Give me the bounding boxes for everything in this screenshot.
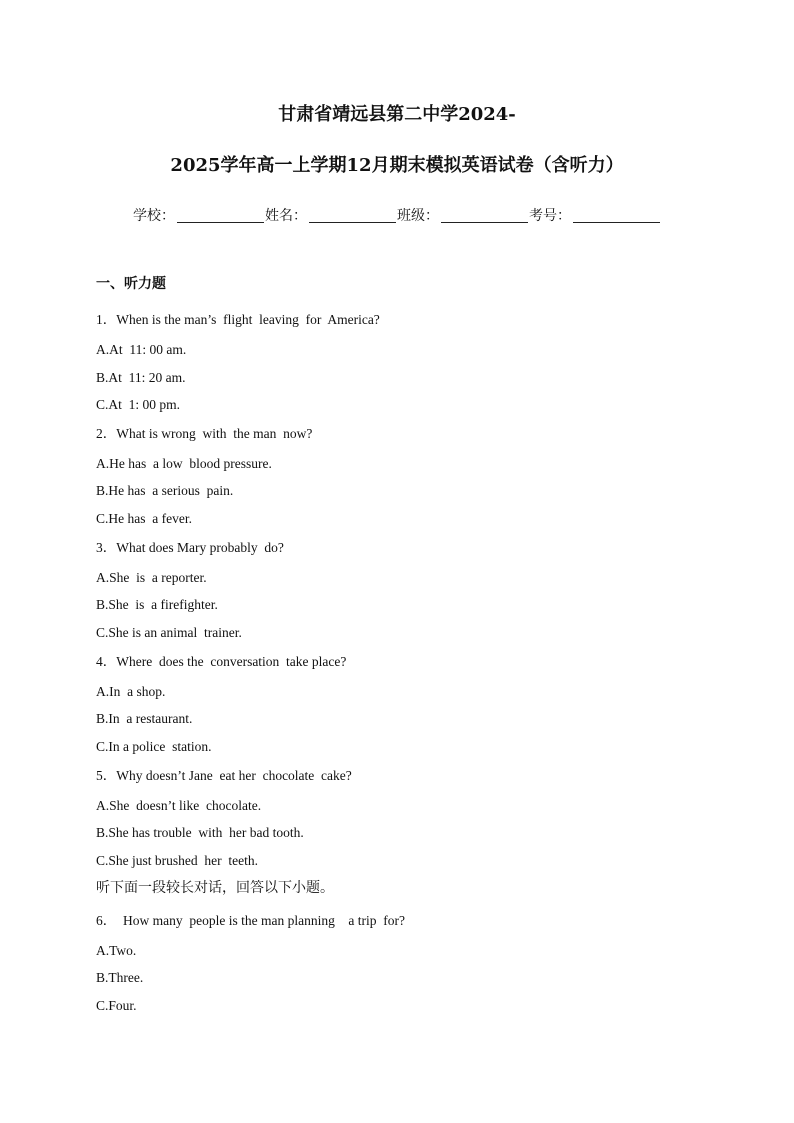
school-blank[interactable] <box>177 208 264 223</box>
question-6: 6． How many people is the man planning a trip for? <box>96 913 405 928</box>
school-field <box>133 205 265 225</box>
q3-option-b: B.She is a firefighter. <box>96 597 218 612</box>
name-blank[interactable] <box>309 208 396 223</box>
q1-option-a: A.At 11: 00 am. <box>96 342 187 357</box>
q1-option-c: C.At 1: 00 pm. <box>96 397 181 412</box>
q3-option-c: C.She is an animal trainer. <box>96 625 242 640</box>
q5-option-a: A.She doesn’t like chocolate. <box>96 798 262 813</box>
exam-title-line-1: 甘肃省靖远县第二中学2024- <box>278 104 516 125</box>
question-2: 2．What is wrong with the man now? <box>96 426 313 441</box>
class-field <box>397 205 529 225</box>
school-label: 学校： <box>133 208 175 224</box>
exam-number-field <box>529 205 661 225</box>
question-3: 3．What does Mary probably do? <box>96 540 284 555</box>
q4-option-c: C.In a police station. <box>96 739 212 754</box>
exam-title-line-2: 2025学年高一上学期12月期末模拟英语试卷（含听力） <box>170 155 624 176</box>
q2-option-c: C.He has a fever. <box>96 511 192 526</box>
class-blank[interactable] <box>441 208 528 223</box>
name-field <box>265 205 397 225</box>
exam-number-label: 考号： <box>529 208 571 224</box>
listening-instruction: 听下面一段较长对话，回答以下小题。 <box>96 880 334 896</box>
q6-option-c: C.Four. <box>96 998 137 1013</box>
q4-option-b: B.In a restaurant. <box>96 711 193 726</box>
q5-option-c: C.She just brushed her teeth. <box>96 853 258 868</box>
q5-option-b: B.She has trouble with her bad tooth. <box>96 825 304 840</box>
student-info-row <box>0 205 794 225</box>
question-1: 1．When is the man’s flight leaving for America? <box>96 312 380 327</box>
class-label: 班级： <box>397 208 439 224</box>
q1-option-b: B.At 11: 20 am. <box>96 370 186 385</box>
section-title: 一、听力题 <box>96 276 166 292</box>
q2-option-b: B.He has a serious pain. <box>96 483 234 498</box>
q2-option-a: A.He has a low blood pressure. <box>96 456 272 471</box>
name-label: 姓名： <box>265 208 307 224</box>
q6-option-a: A.Two. <box>96 943 137 958</box>
q6-option-b: B.Three. <box>96 970 144 985</box>
question-5: 5．Why doesn’t Jane eat her chocolate cake? <box>96 768 352 783</box>
question-4: 4．Where does the conversation take place? <box>96 654 347 669</box>
exam-number-blank[interactable] <box>573 208 660 223</box>
q3-option-a: A.She is a reporter. <box>96 570 207 585</box>
q4-option-a: A.In a shop. <box>96 684 166 699</box>
